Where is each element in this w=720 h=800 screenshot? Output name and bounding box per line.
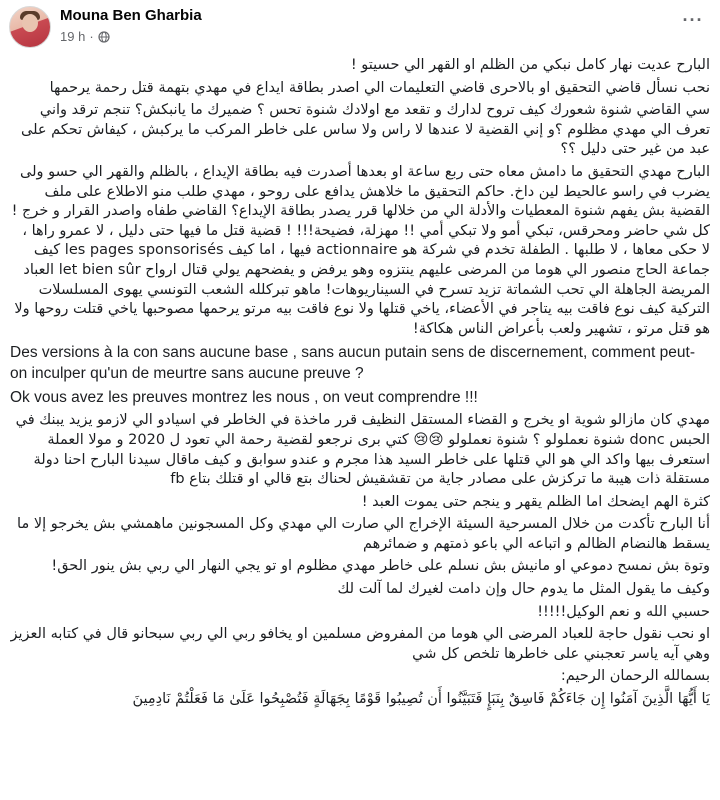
post-paragraph: مهدي كان مازالو شوية او يخرج و القضاء المستقل النظيف قرر ماخذة في الخاطر في اسيادو الي لازمو يزيد يبنك في الحبس donc شنوة نعملولو ؟ شنوة نعملولو 😢😢 كتي برى نرجعو لقضية رحمة الي تعود ل 2020 و مولا العملة استعرف بيها واكد الي هو الي قتلها على خاطر السيد هذا مجرم و عندو سوابق و كيف ماقال سيدنا البارح احنا دولة مستقلة ذات هيبة ما تركزش على مصادر جاية من تقشقيش لحناك بتع قالي او قتلك بتاع fb — [15, 412, 710, 488]
meta-separator: · — [89, 29, 94, 44]
post-header — [0, 0, 720, 54]
post-paragraph: أنا البارح تأكدت من خلال المسرحية السيئة الإخراج الي صارت الي مهدي وكل المسجونين ماهمشي بش يخرجو إلا ما يسقط هالنضام الظالم و اتباعه الي باعو ذمتهم و ضمائرهم — [17, 516, 710, 552]
post-body — [10, 56, 710, 796]
post-paragraph: Des versions à la con sans aucune base , sans aucun putain sens de discernement, comment peut-on inculper qu'un de meurtre sans aucune preuve ? — [10, 344, 695, 383]
author-name[interactable]: Mouna Ben Gharbia — [60, 7, 202, 24]
globe-icon[interactable] — [98, 31, 110, 43]
post-time[interactable]: 19 h — [60, 29, 86, 44]
post-paragraph: حسبي الله و نعم الوكيل!!!!! — [537, 603, 710, 620]
post-paragraph: وكيف ما يقول المثل ما يدوم حال وإن دامت لغيرك لما آلت لك — [337, 581, 710, 598]
post-paragraph: البارح عديت نهار كامل نبكي من الظلم او القهر الي حسيتو ! — [350, 57, 710, 73]
post-paragraph: سي القاضي شنوة شعورك كيف تروح لدارك و تقعد مع اولادك شنوة تحس ؟ ضميرك ما يانبكش؟ تنجم ترقد واني تعرف الي مهدي مظلوم ؟و إني القضية لا عندها لا راس ولا ساس على خاطر المركب ما يركبش ، كيفاش تحكم على عبد من غير حتى دليل ؟؟ — [20, 102, 710, 158]
avatar[interactable] — [9, 6, 51, 48]
post-paragraph: Ok vous avez les preuves montrez les nous , on veut comprendre !!! — [10, 389, 478, 407]
post-paragraph: نحب نسأل قاضي التحقيق او بالاحرى قاضي التعليمات الي اصدر بطاقة ايداع في مهدي بتهمة قتل رحمة يرحمها — [49, 79, 710, 96]
post-paragraph: كثرة الهم ايضحك اما الظلم يقهر و ينجم حتى يموت العبد ! — [361, 493, 710, 510]
post-paragraph: وتوة بش نمسح دموعي او مانيش بش نسلم على خاطر مهدي مظلوم او تو يجي النهار الي ربي بش ينور الحق! — [51, 558, 710, 575]
post-paragraph: بسمالله الرحمان الرحيم: — [560, 668, 710, 685]
ellipsis-icon[interactable]: ··· — [682, 10, 704, 30]
post-paragraph: البارح مهدي التحقيق ما دامش معاه حتى ربع ساعة او بعدها أصدرت فيه بطاقة الإيداع ، بالظلم والقهر الي حسو ولى يضرب في راسو عالحيط لين داخ. حاكم التحقيق ما خلاهش يدافع على روحو ، مهدي طلب منو الاطلاع على ملف القضية بش يفهم شنوة المعطيات والأدلة الي من خلالها قرر يصدر بطاقة الإيداع؟ القاضي طفاه واصدر القرار و خرج ! كل شي حاضر ومحرقس، تبكي أمو ولا تبكي أمي !! مهزلة، فضيحة!!! ! قضية قتل ما فيها حتى دليل ، لا عمرو راها ، لا حكى معاها ، لا طلبها . الطفلة تخدم في شركة هو actionnaire فيها ، اما كيف les pages sponsorisés كيف جماعة الحاج منصور الي هوما من المرضى عليهم ينتزوه وهو يرفض و يفضحهم يولي قتال ارواح let bien sûr العباد المريضة الجاهلة الي تحب الشماتة تزيد تسرح في السيناريوهات! ماهو تبركلله الشعب التونسي يهوى المسلسلات التركية كيف نوع فاقت بيه يتاجر في الأعضاء، ياخي قتلها ولا نوع فاقت بيه مرتو يرحمها مصوحبها ياخي قتلت روحها ولا هو قتل مرتو ، تشهير ولعب بأعراض الناس هكاكة! — [11, 163, 710, 337]
post-paragraph: او نحب نقول حاجة للعباد المرضى الي هوما من المفروض مسلمين او يخافو ربي الي ربي سبحانو قال في كتابه العزيز وهي آيه ياسر تعجبني على خاطرها تلخص كل شي — [10, 626, 710, 662]
post-paragraph: يَا أَيُّهَا الَّذِينَ آمَنُوا إِن جَاءَكُمْ فَاسِقٌ بِنَبَإٍ فَتَبَيَّنُوا أَن تُصِيبُوا قَوْمًا بِجَهَالَةٍ فَتُصْبِحُوا عَلَىٰ مَا فَعَلْتُمْ نَادِمِينَ — [132, 691, 710, 708]
avatar-face — [22, 14, 38, 32]
post-meta — [60, 29, 110, 44]
